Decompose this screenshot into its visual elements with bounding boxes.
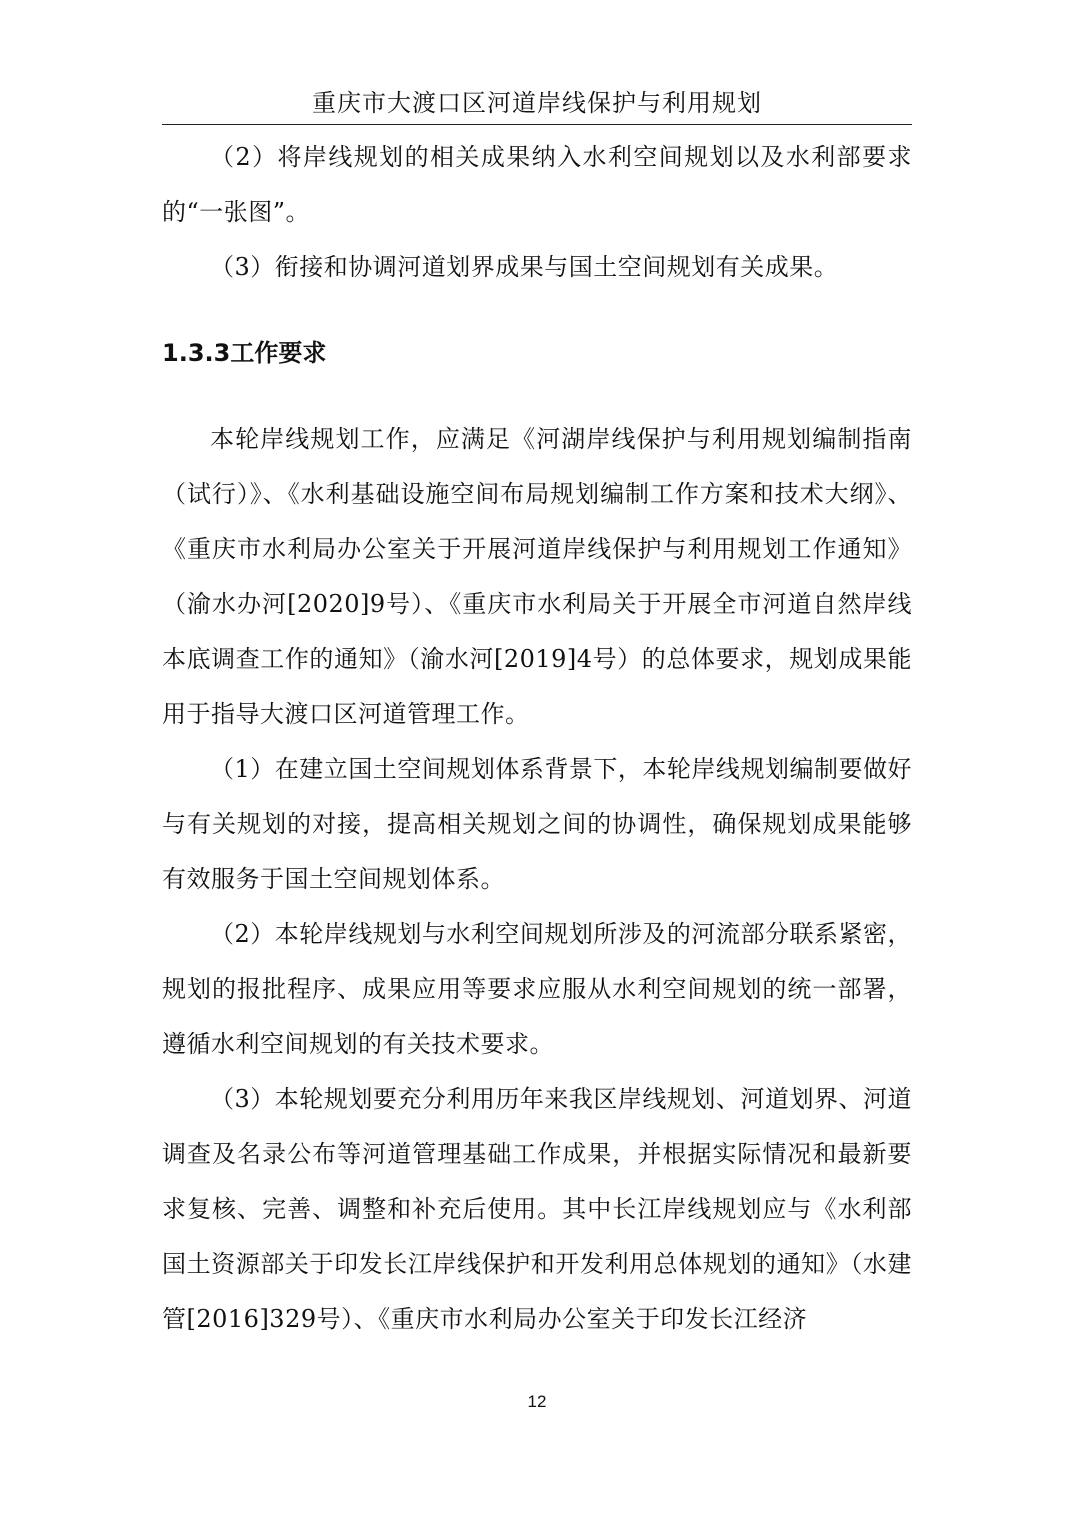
paragraph-2: （2）将岸线规划的相关成果纳入水利空间规划以及水利部要求的“一张图”。 [162,143,912,226]
paragraph-3: （3）衔接和协调河道划界成果与国土空间规划有关成果。 [210,253,839,281]
paragraph-requirement-1: （1）在建立国土空间规划体系背景下，本轮岸线规划编制要做好与有关规划的对接，提高相关规划之间的协调性，确保规划成果能够有效服务于国土空间规划体系。 [162,755,912,893]
section-heading: 1.3.3工作要求 [162,339,327,367]
paragraph-requirement-2: （2）本轮岸线规划与水利空间规划所涉及的河流部分联系紧密，规划的报批程序、成果应用等要求应服从水利空间规划的统一部署，遵循水利空间规划的有关技术要求。 [162,920,912,1058]
paragraph-requirement-3: （3）本轮规划要充分利用历年来我区岸线规划、河道划界、河道调查及名录公布等河道管理基础工作成果，并根据实际情况和最新要求复核、完善、调整和补充后使用。其中长江岸线规划应与《水利部 国土资源部关于印发长江岸线保护和开发利用总体规划的通知》（水建管[2016]329号）、《重庆市水利局办公室关于印发长江经济 [162,1085,912,1333]
page-number: 12 [527,1392,547,1411]
paragraph-requirements-intro: 本轮岸线规划工作，应满足《河湖岸线保护与利用规划编制指南（试行）》、《水利基础设施空间布局规划编制工作方案和技术大纲》、《重庆市水利局办公室关于开展河道岸线保护与利用规划工作通知》（渝水办河[2020]9号）、《重庆市水利局关于开展全市河道自然岸线本底调查工作的通知》（渝水河[2019]4号）的总体要求，规划成果能用于指导大渡口区河道管理工作。 [162,425,912,728]
page-header-title: 重庆市大渡口区河道岸线保护与利用规划 [312,89,762,117]
header-divider [162,124,912,125]
document-body [162,130,912,1347]
